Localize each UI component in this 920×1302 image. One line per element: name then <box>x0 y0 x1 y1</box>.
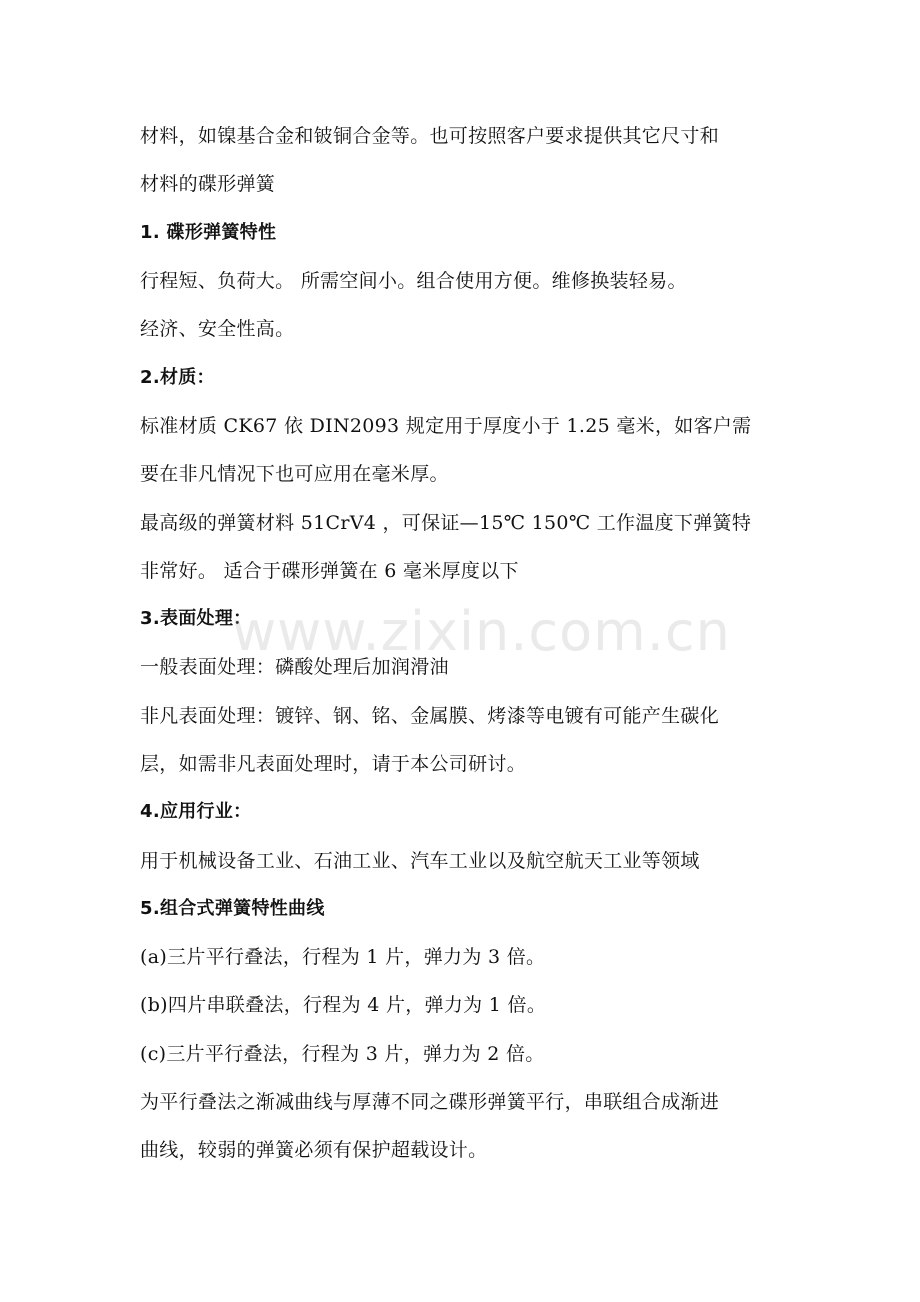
paragraph-line: 材料，如镍基合金和铍铜合金等。也可按照客户要求提供其它尺寸和 <box>140 125 720 147</box>
paragraph-line: 为平行叠法之渐减曲线与厚薄不同之碟形弹簧平行，串联组合成渐进 <box>140 1091 720 1113</box>
paragraph-line: 用于机械设备工业、石油工业、汽车工业以及航空航天工业等领域 <box>140 850 700 872</box>
paragraph-line: (a)三片平行叠法，行程为 1 片，弹力为 3 倍。 <box>140 946 546 968</box>
section-heading: 5.组合式弹簧特性曲线 <box>140 898 325 919</box>
paragraph-line: 材料的碟形弹簧 <box>140 173 276 195</box>
section-heading: 4.应用行业： <box>140 801 252 822</box>
section-heading: 1. 碟形弹簧特性 <box>140 222 277 243</box>
paragraph-line: 行程短、负荷大。 所需空间小。组合使用方便。维修换装轻易。 <box>140 270 687 292</box>
paragraph-line: 非常好。 适合于碟形弹簧在 6 毫米厚度以下 <box>140 560 519 582</box>
paragraph-line: 层，如需非凡表面处理时，请于本公司研讨。 <box>140 753 527 775</box>
paragraph-line: 曲线，较弱的弹簧必须有保护超载设计。 <box>140 1139 488 1161</box>
paragraph-line: 一般表面处理：磷酸处理后加润滑油 <box>140 656 449 678</box>
section-heading: 3.表面处理： <box>140 608 252 629</box>
paragraph-line: 非凡表面处理：镀锌、钢、铭、金属膜、烤漆等电镀有可能产生碳化 <box>140 705 720 727</box>
paragraph-line: 要在非凡情况下也可应用在毫米厚。 <box>140 463 449 485</box>
paragraph-line: (b)四片串联叠法，行程为 4 片，弹力为 1 倍。 <box>140 994 547 1016</box>
paragraph-line: 最高级的弹簧材料 51CrV4 ，可保证—15℃ 150℃ 工作温度下弹簧特 <box>140 512 752 534</box>
section-heading: 2.材质： <box>140 367 215 388</box>
paragraph-line: 经济、安全性高。 <box>140 318 295 340</box>
paragraph-line: 标准材质 CK67 依 DIN2093 规定用于厚度小于 1.25 毫米，如客户需 <box>140 415 752 437</box>
paragraph-line: (c)三片平行叠法，行程为 3 片，弹力为 2 倍。 <box>140 1043 545 1065</box>
watermark: www.zixin.com.cn <box>232 600 731 663</box>
